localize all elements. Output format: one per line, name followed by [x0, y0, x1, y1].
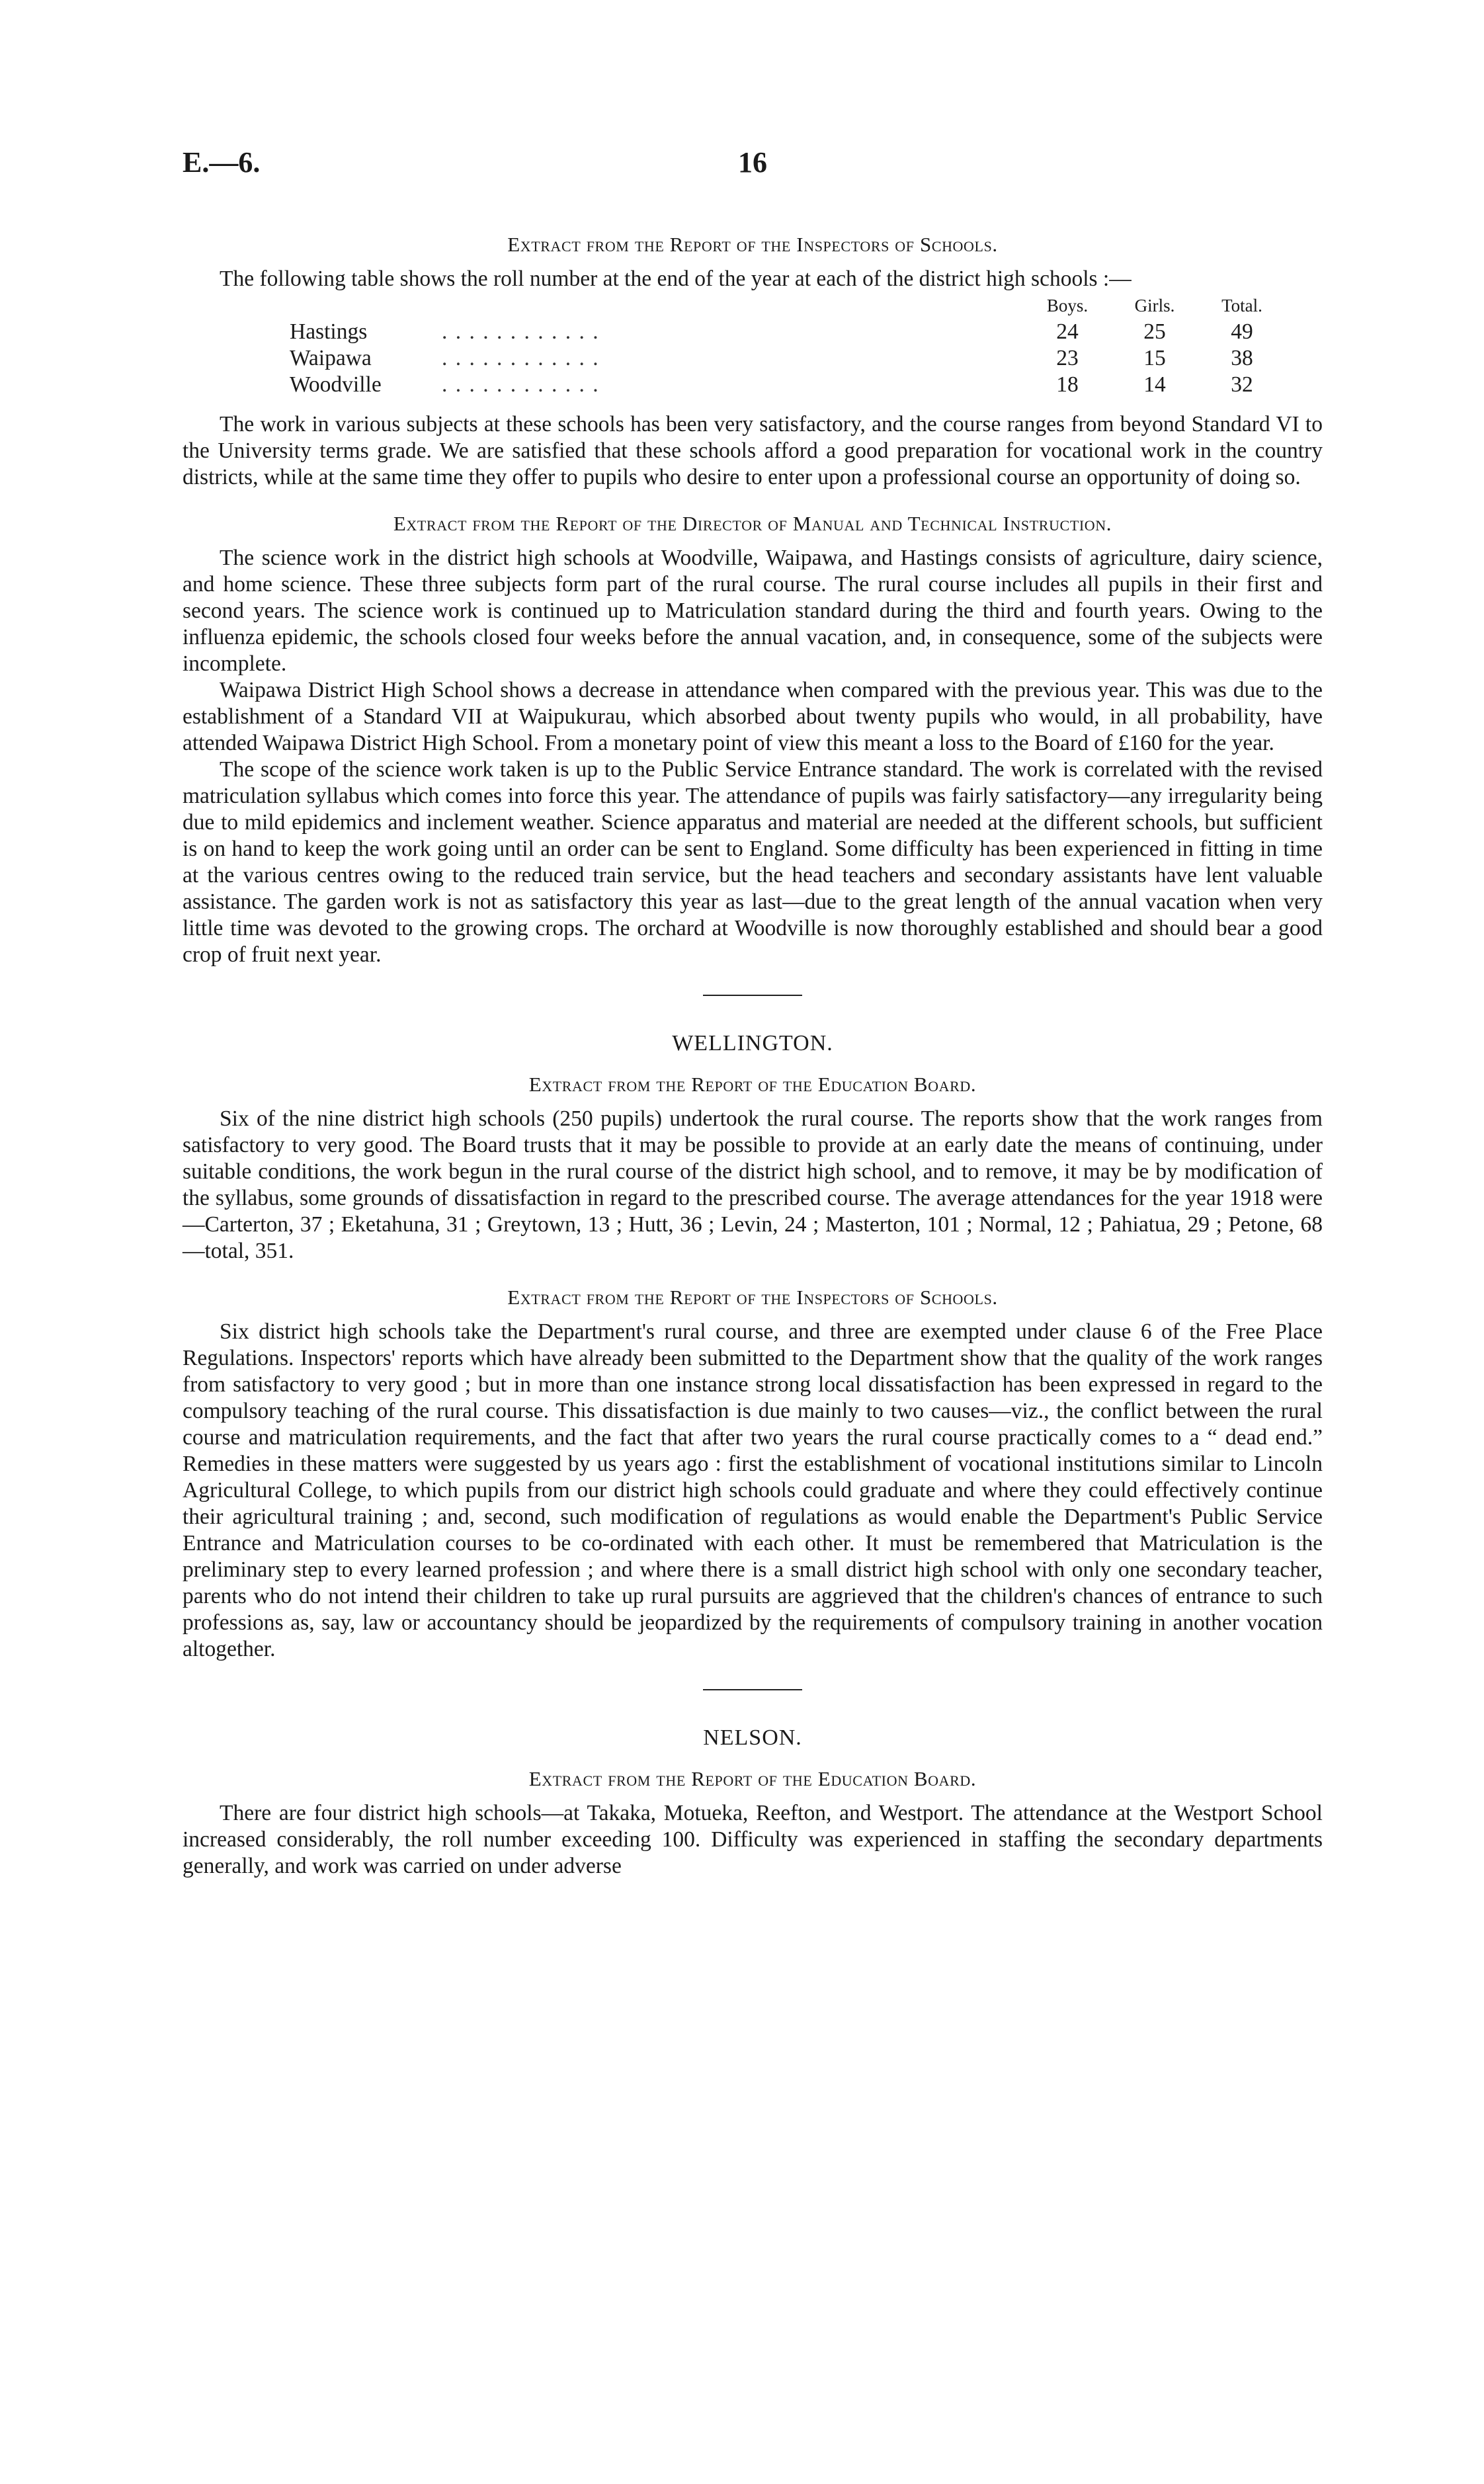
boys-count: 24: [1056, 319, 1079, 344]
girls-count: 15: [1143, 346, 1166, 370]
section-divider: [703, 995, 802, 996]
section-heading: Extract from the Report of the Inspectors of Schools.: [507, 233, 998, 256]
table-row: [290, 345, 1286, 372]
girls-count: 25: [1143, 319, 1166, 344]
column-header: Girls.: [1134, 296, 1175, 315]
total-count: 32: [1231, 372, 1253, 397]
document-code: E.—6.: [183, 146, 261, 179]
district-title: NELSON.: [703, 1725, 802, 1750]
paragraph: Six district high schools take the Department's rural course, and three are exempted under clause 6 of the Free Place Regulations. Inspectors' reports which have already been submitted to the Department show that the quality of the work ranges from satisfactory to very good ; but in more than one instance strong local dissatisfaction has been expressed in regard to the compulsory teaching of the rural course. This dissatisfaction is due mainly to two causes—viz., the conflict between the rural course and matriculation requirements, and the fact that after two years the rural course practically comes to a “ dead end.” Remedies in these matters were suggested by us years ago : first the establishment of vocational institutions similar to Lincoln Agricultural College, to which pupils from our district high schools could graduate and where they could effectively continue their agricultural training ; and, second, such modification of regulations as would enable the Department's Public Service Entrance and Matriculation courses to be co-ordinated with each other. It must be remembered that Matriculation is the preliminary step to every learned profession ; and where there is a small district high school with only one secondary teacher, parents who do not intend their children to take up rural pursuits are aggrieved that the children's chances of entrance to such professions as, say, law or accountancy should be jeopardized by the requirements of compulsory training in another vocation altogether.: [183, 1319, 1323, 1661]
section-heading: Extract from the Report of the Education Board.: [528, 1073, 977, 1096]
paragraph: Waipawa District High School shows a decrease in attendance when compared with the previous year. This was due to the establishment of a Standard VII at Waipukurau, which absorbed about twenty pupils who would, in all probability, have attended Waipawa District High School. From a monetary point of view this meant a loss to the Board of £160 for the year.: [183, 678, 1323, 755]
paragraph: The following table shows the roll number at the end of the year at each of the district high schools :—: [220, 267, 1132, 291]
total-count: 38: [1231, 346, 1253, 370]
girls-count: 14: [1143, 372, 1166, 397]
table-header-row: [290, 292, 1286, 319]
section-heading: Extract from the Report of the Director of Manual and Technical Instruction.: [393, 512, 1112, 535]
roll-table: [290, 292, 1286, 398]
paragraph: The science work in the district high schools at Woodville, Waipawa, and Hastings consists of agriculture, dairy science, and home science. These three subjects form part of the rural course. The rural course includes all pupils in their first and second years. The science work is continued up to Matriculation standard during the third and fourth years. Owing to the influenza epidemic, the schools closed four weeks before the annual vacation, and, in consequence, some of the subjects were incomplete.: [183, 546, 1323, 676]
table-row: [290, 319, 1286, 345]
column-header: Boys.: [1046, 296, 1089, 315]
section-heading: Extract from the Report of the Inspectors of Schools.: [507, 1286, 998, 1309]
page-content: [183, 217, 1323, 1880]
school-name: Waipawa: [290, 346, 372, 370]
school-name: Woodville: [290, 372, 382, 397]
page-header: [183, 145, 1323, 185]
boys-count: 18: [1056, 372, 1079, 397]
leader-dots: . . . . . . . . . . . .: [442, 372, 600, 397]
boys-count: 23: [1056, 346, 1079, 370]
district-title: WELLINGTON.: [672, 1031, 833, 1056]
paragraph: The scope of the science work taken is up to the Public Service Entrance standard. The work is correlated with the revised matriculation syllabus which comes into force this year. The attendance of pupils was fairly satisfactory—any irregularity being due to mild epidemics and inclement weather. Science apparatus and material are needed at the different schools, but sufficient is on hand to keep the work going until an order can be sent to England. Some difficulty has been experienced in fitting in time at the various centres owing to the reduced train service, but the head teachers and secondary assistants have lent valuable assistance. The garden work is not as satisfactory this year as last—due to the great length of the annual vacation when very little time was devoted to the growing crops. The orchard at Woodville is now thoroughly established and should bear a good crop of fruit next year.: [183, 757, 1323, 967]
section-divider: [703, 1689, 802, 1690]
page-number: 16: [738, 146, 767, 179]
leader-dots: . . . . . . . . . . . .: [442, 346, 600, 370]
section-heading: Extract from the Report of the Education Board.: [528, 1767, 977, 1790]
paragraph: Six of the nine district high schools (250 pupils) undertook the rural course. The reports show that the work ranges from satisfactory to very good. The Board trusts that it may be possible to provide at an early date the means of continuing, under suitable conditions, the work begun in the rural course of the district high school, and to remove, it may be by modification of the syllabus, some grounds of dissatisfaction in regard to the prescribed course. The average attendances for the year 1918 were—Carterton, 37 ; Eketahuna, 31 ; Greytown, 13 ; Hutt, 36 ; Levin, 24 ; Masterton, 101 ; Normal, 12 ; Pahiatua, 29 ; Petone, 68—total, 351.: [183, 1106, 1323, 1263]
paragraph: The work in various subjects at these schools has been very satisfactory, and the course ranges from beyond Standard VI to the University terms grade. We are satisfied that these schools afford a good preparation for vocational work in the country districts, while at the same time they offer to pupils who desire to enter upon a professional course an opportunity of doing so.: [183, 412, 1323, 489]
total-count: 49: [1231, 319, 1253, 344]
paragraph: There are four district high schools—at Takaka, Motueka, Reefton, and Westport. The attendance at the Westport School increased considerably, the roll number exceeding 100. Difficulty was experienced in staffing the secondary departments generally, and work was carried on under adverse: [183, 1801, 1323, 1878]
table-row: [290, 372, 1286, 398]
school-name: Hastings: [290, 319, 368, 344]
leader-dots: . . . . . . . . . . . .: [442, 319, 600, 344]
column-header: Total.: [1221, 296, 1262, 315]
